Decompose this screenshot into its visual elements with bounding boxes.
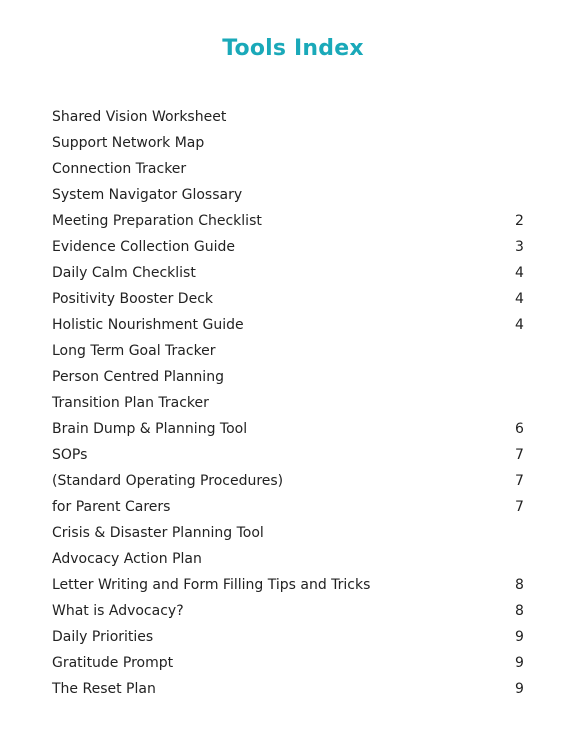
page-number: 7 <box>515 447 524 463</box>
list-item[interactable] <box>52 182 532 208</box>
list-item[interactable] <box>52 338 532 364</box>
entry-label: System Navigator Glossary <box>52 187 243 203</box>
list-item[interactable] <box>52 676 532 702</box>
list-item[interactable] <box>52 598 532 624</box>
entry-label: The Reset Plan <box>52 681 156 697</box>
list-item[interactable] <box>52 468 532 494</box>
page-title: Tools Index <box>222 36 364 61</box>
list-item[interactable] <box>52 572 532 598</box>
list-item[interactable] <box>52 546 532 572</box>
entry-label: Holistic Nourishment Guide <box>52 317 244 333</box>
page-number: 7 <box>515 473 524 489</box>
page-number: 9 <box>515 655 524 671</box>
entry-label: (Standard Operating Procedures) <box>52 473 284 489</box>
entry-label: Daily Calm Checklist <box>52 265 196 281</box>
entry-label: What is Advocacy? <box>52 603 184 619</box>
list-item[interactable] <box>52 494 532 520</box>
page-number: 4 <box>515 265 524 281</box>
entry-label: Connection Tracker <box>52 161 187 177</box>
list-item[interactable] <box>52 208 532 234</box>
entry-label: Crisis & Disaster Planning Tool <box>52 525 264 541</box>
page-number: 9 <box>515 629 524 645</box>
list-item[interactable] <box>52 312 532 338</box>
page-number: 4 <box>515 291 524 307</box>
list-item[interactable] <box>52 286 532 312</box>
list-item[interactable] <box>52 234 532 260</box>
entry-label: Brain Dump & Planning Tool <box>52 421 248 437</box>
entry-label: Meeting Preparation Checklist <box>52 213 262 229</box>
entry-label: Long Term Goal Tracker <box>52 343 216 359</box>
list-item[interactable] <box>52 364 532 390</box>
entry-label: Letter Writing and Form Filling Tips and Tricks <box>52 577 371 593</box>
entry-label: Positivity Booster Deck <box>52 291 214 307</box>
list-item[interactable] <box>52 104 532 130</box>
tools-index-list <box>52 104 532 702</box>
entry-label: Advocacy Action Plan <box>52 551 202 567</box>
entry-label: Shared Vision Worksheet <box>52 109 227 125</box>
page-number: 4 <box>515 317 524 333</box>
entry-label: SOPs <box>52 447 88 463</box>
entry-label: Transition Plan Tracker <box>52 395 209 411</box>
page-number: 8 <box>515 603 524 619</box>
entry-label: Evidence Collection Guide <box>52 239 235 255</box>
entry-label: for Parent Carers <box>52 499 171 515</box>
entry-label: Daily Priorities <box>52 629 154 645</box>
list-item[interactable] <box>52 520 532 546</box>
page-number: 7 <box>515 499 524 515</box>
list-item[interactable] <box>52 416 532 442</box>
list-item[interactable] <box>52 650 532 676</box>
page-number: 9 <box>515 681 524 697</box>
list-item[interactable] <box>52 442 532 468</box>
list-item[interactable] <box>52 130 532 156</box>
entry-label: Person Centred Planning <box>52 369 224 385</box>
entry-label: Gratitude Prompt <box>52 655 174 671</box>
page-number: 8 <box>515 577 524 593</box>
page-number: 2 <box>515 213 524 229</box>
list-item[interactable] <box>52 260 532 286</box>
list-item[interactable] <box>52 390 532 416</box>
page-number: 6 <box>515 421 524 437</box>
list-item[interactable] <box>52 156 532 182</box>
page-number: 3 <box>515 239 524 255</box>
entry-label: Support Network Map <box>52 135 205 151</box>
list-item[interactable] <box>52 624 532 650</box>
